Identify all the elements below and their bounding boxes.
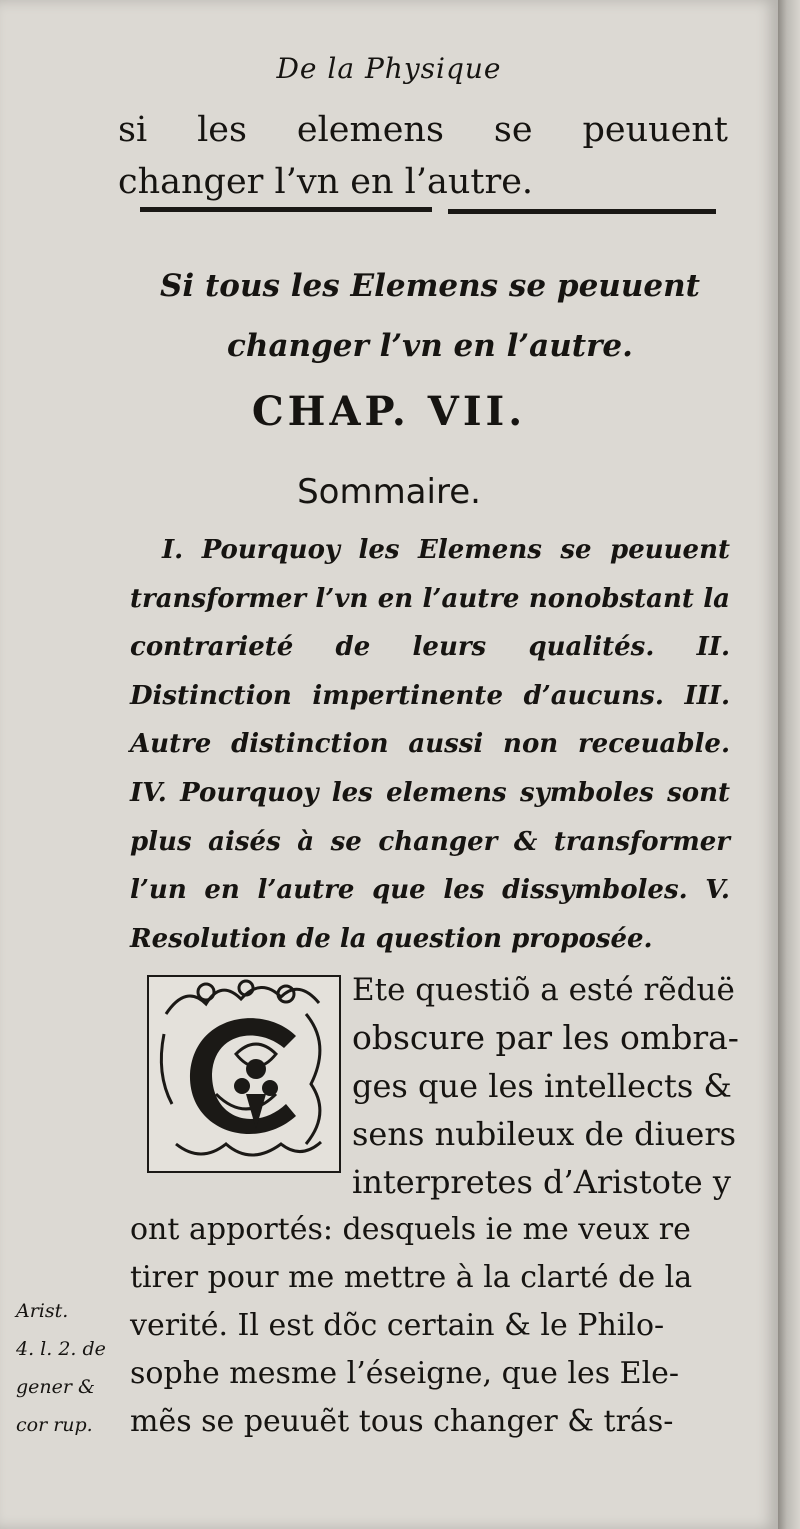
body-line: sophe mesme l’éseigne, que les Ele- (130, 1356, 680, 1391)
margin-note-line: 4. l. 2. de (16, 1338, 106, 1360)
chapter-title-line-2: changer l’vn en l’autre. (227, 328, 633, 364)
body-line: verité. Il est dõc certain & le Philo- (130, 1308, 665, 1343)
body-line: obscure par les ombra- (352, 1018, 739, 1057)
chapter-title (120, 256, 740, 376)
summary-heading: Sommaire. (297, 472, 481, 512)
rule-right (448, 209, 716, 214)
rule-left (140, 207, 432, 212)
body-line: ges que les intellects & (352, 1067, 732, 1105)
margin-note-line: Arist. (16, 1300, 69, 1322)
margin-note (16, 1292, 126, 1444)
section-rule (140, 207, 718, 219)
chapter-number: CHAP. VII. (251, 388, 527, 435)
body-line: Ete questiõ a esté rẽduë (352, 972, 735, 1008)
running-head: De la Physique (276, 52, 502, 85)
body-line: sens nubileux de diuers (352, 1115, 737, 1153)
summary-text: I. Pourquoy les Elemens se peuuent transformer l’vn en l’autre nonobstant la contrarieté de leurs qualités. II. Distinction impertinente d’aucuns. III. Autre distinction aussi non receuable. IV. Pourquoy les elemens symboles sont plus aisés à se changer & transformer l’un en l’autre que les dissymboles. V. Resolution de la question proposée. (130, 535, 730, 954)
body-line: ont apportés: desquels ie me veux re (130, 1212, 691, 1247)
chapter-title-line-1: Si tous les Elemens se peuuent (160, 268, 700, 304)
decorated-initial-icon (146, 974, 342, 1174)
carryover-text: si les elemens se peuuent changer l’vn en l’autre. (118, 110, 728, 202)
margin-note-line: cor rup. (16, 1414, 93, 1436)
body-line: tirer pour me mettre à la clarté de la (130, 1260, 693, 1295)
body-line: interpretes d’Aristote y (352, 1163, 731, 1201)
body-line: mẽs se peuuẽt tous changer & trás- (130, 1404, 674, 1439)
page-edge (778, 0, 800, 1529)
margin-note-line: gener & (16, 1376, 95, 1398)
